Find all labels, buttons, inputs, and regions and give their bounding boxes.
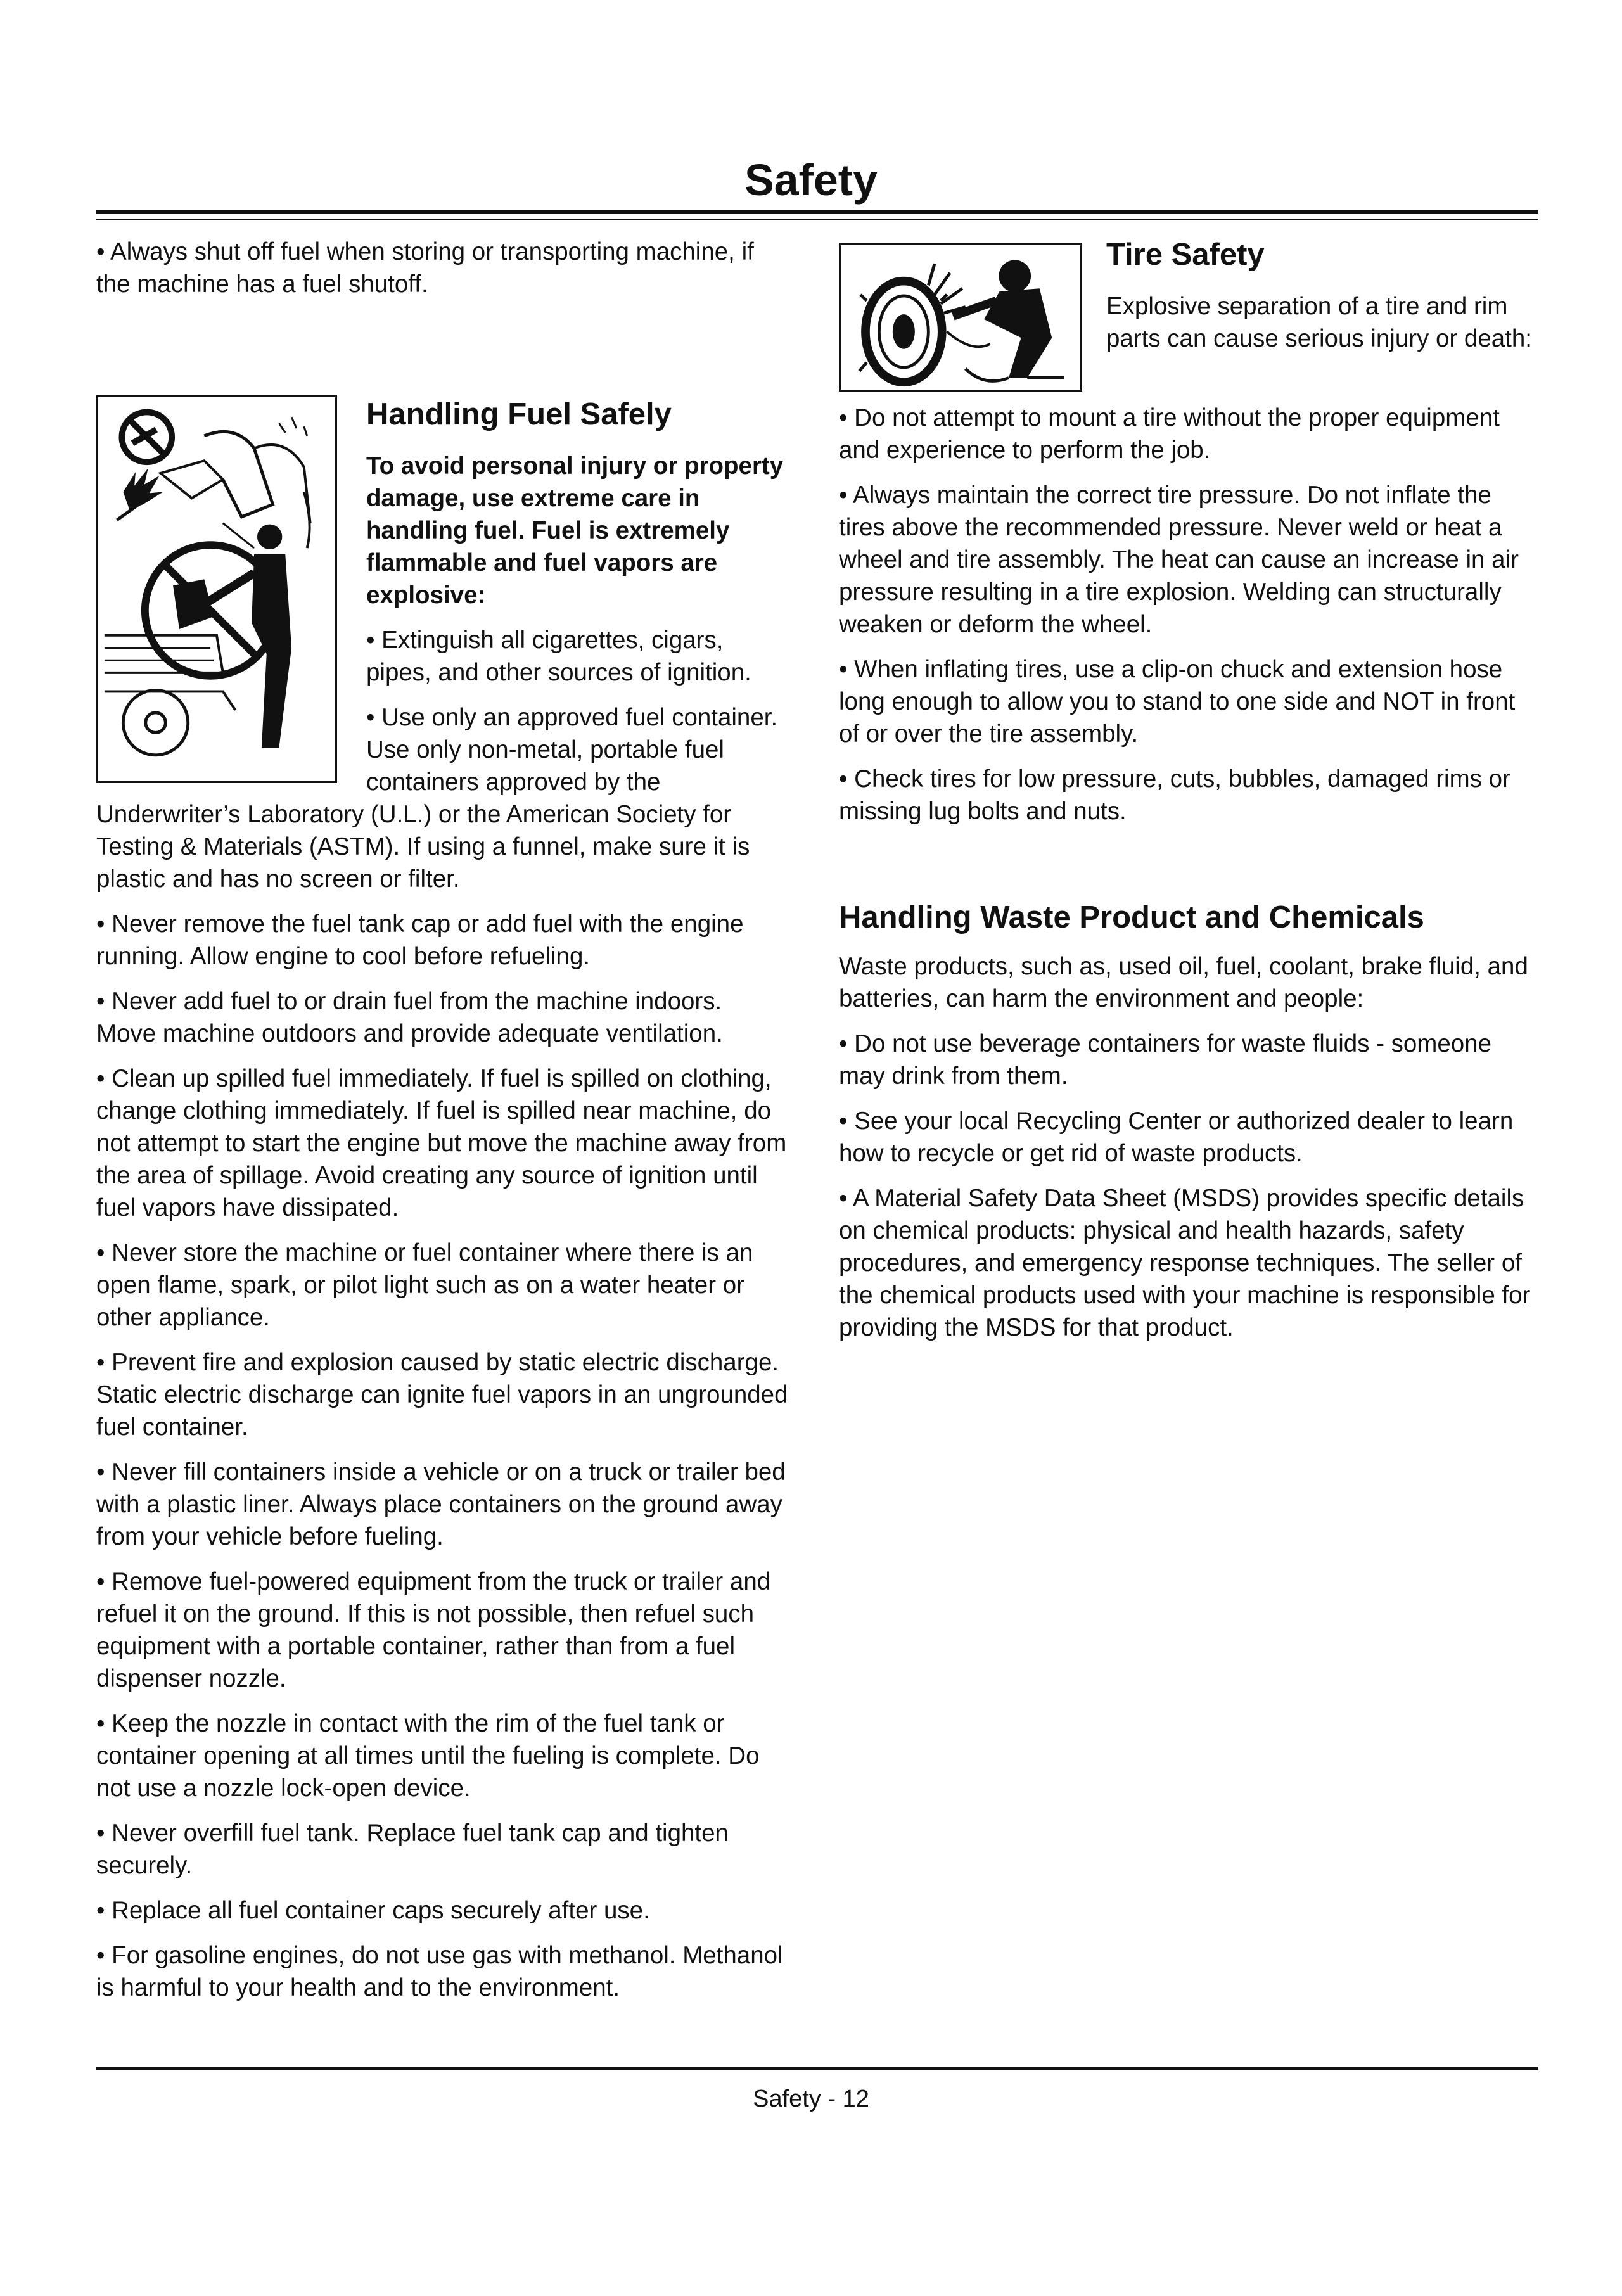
fuel-hazard-illustration [96, 395, 337, 783]
fuel-bullet: • Extinguish all cigarettes, cigars, pipes, and other sources of ignition. [366, 627, 751, 686]
fuel-bullet: • Prevent fire and explosion caused by static electric discharge. Static electric discharge can ignite fuel vapors in an ungrounded fuel container. [96, 1349, 788, 1441]
fuel-bullet: • Keep the nozzle in contact with the rim of the fuel tank or container opening at all times until the fueling is complete. Do not use a nozzle lock-open device. [96, 1710, 760, 1802]
page-title: Safety [744, 155, 878, 205]
tire-explosion-drawing [841, 245, 1080, 390]
fuel-hazard-drawing [98, 397, 335, 781]
fuel-bullet: • Never store the machine or fuel container where there is an open flame, spark, or pilot light such as on a water heater or other appliance. [96, 1239, 753, 1331]
fuel-warning-text: To avoid personal injury or property damage, use extreme care in handling fuel. Fuel is extremely flammable and fuel vapors are explosive: [366, 452, 784, 609]
fuel-shutoff-bullet: • Always shut off fuel when storing or transporting machine, if the machine has a fuel shutoff. [96, 238, 754, 298]
fuel-bullet: • Never remove the fuel tank cap or add fuel with the engine running. Allow engine to cool before refueling. [96, 910, 744, 970]
tire-bullet: • Do not attempt to mount a tire without the proper equipment and experience to perform the job. [839, 404, 1500, 464]
fuel-bullet: • Never fill containers inside a vehicle or on a truck or trailer bed with a plastic liner. Always place containers on the ground away from your vehicle before fueling. [96, 1458, 786, 1550]
fuel-bullet: • Remove fuel-powered equipment from the truck or trailer and refuel it on the ground. If this is not possible, then refuel such equipment with a portable container, rather than from a fuel dispenser nozzle. [96, 1568, 771, 1692]
flame-icon [123, 468, 163, 509]
tire-bullet: • Always maintain the correct tire pressure. Do not inflate the tires above the recommended pressure. Never weld or heat a wheel and tire assembly. The heat can cause an increase in air pressure resulting in a tire explosion. Welding can structurally weaken or deform the wheel. [839, 482, 1519, 638]
waste-bullet: • A Material Safety Data Sheet (MSDS) provides specific details on chemical products: physical and health hazards, safety procedures, and emergency response techniques. The seller of the chemical products used with your machine is responsible for providing the MSDS for that product. [839, 1185, 1531, 1341]
fuel-bullet: • For gasoline engines, do not use gas with methanol. Methanol is harmful to your health and to the environment. [96, 1942, 783, 2001]
left-column [96, 236, 788, 2017]
footer-rule [96, 2067, 1538, 2070]
fuel-bullet: • Replace all fuel container caps securely after use. [96, 1897, 650, 1924]
right-column [839, 236, 1538, 1356]
waste-bullet: • See your local Recycling Center or authorized dealer to learn how to recycle or get rid of waste products. [839, 1107, 1514, 1167]
fuel-bullet: • Use only an approved fuel container. Use only non-metal, portable fuel containers approved by the Underwriter’s Laboratory (U.L.) or the American Society for Testing & Materials (ASTM). If using a funnel, make sure it is plastic and has no screen or filter. [96, 704, 778, 893]
fuel-bullet: • Clean up spilled fuel immediately. If fuel is spilled on clothing, change clothing immediately. If fuel is spilled near machine, do not attempt to start the engine but move the machine away from the area of spillage. Avoid creating any source of ignition until fuel vapors have dissipated. [96, 1065, 787, 1221]
waste-bullet: • Do not use beverage containers for waste fluids - someone may drink from them. [839, 1030, 1492, 1090]
header-rule-thick [96, 210, 1538, 214]
header-rule-thin [96, 219, 1538, 220]
page-number: Safety - 12 [753, 2086, 869, 2112]
waste-section-heading: Handling Waste Product and Chemicals [839, 900, 1424, 934]
fuel-section-heading: Handling Fuel Safely [366, 397, 672, 431]
waste-intro-text: Waste products, such as, used oil, fuel, coolant, brake fluid, and batteries, can harm the environment and people: [839, 953, 1528, 1012]
fuel-bullet: • Never add fuel to or drain fuel from the machine indoors. Move machine outdoors and provide adequate ventilation. [96, 988, 723, 1047]
tire-hazard-illustration [839, 243, 1082, 392]
fuel-bullet: • Never overfill fuel tank. Replace fuel tank cap and tighten securely. [96, 1820, 729, 1879]
tire-section-heading: Tire Safety [1106, 238, 1265, 272]
tire-bullet: • Check tires for low pressure, cuts, bubbles, damaged rims or missing lug bolts and nuts. [839, 765, 1510, 825]
tire-bullet: • When inflating tires, use a clip-on chuck and extension hose long enough to allow you to stand to one side and NOT in front of or over the tire assembly. [839, 656, 1516, 748]
tire-intro-text: Explosive separation of a tire and rim parts can cause serious injury or death: [1106, 293, 1532, 352]
